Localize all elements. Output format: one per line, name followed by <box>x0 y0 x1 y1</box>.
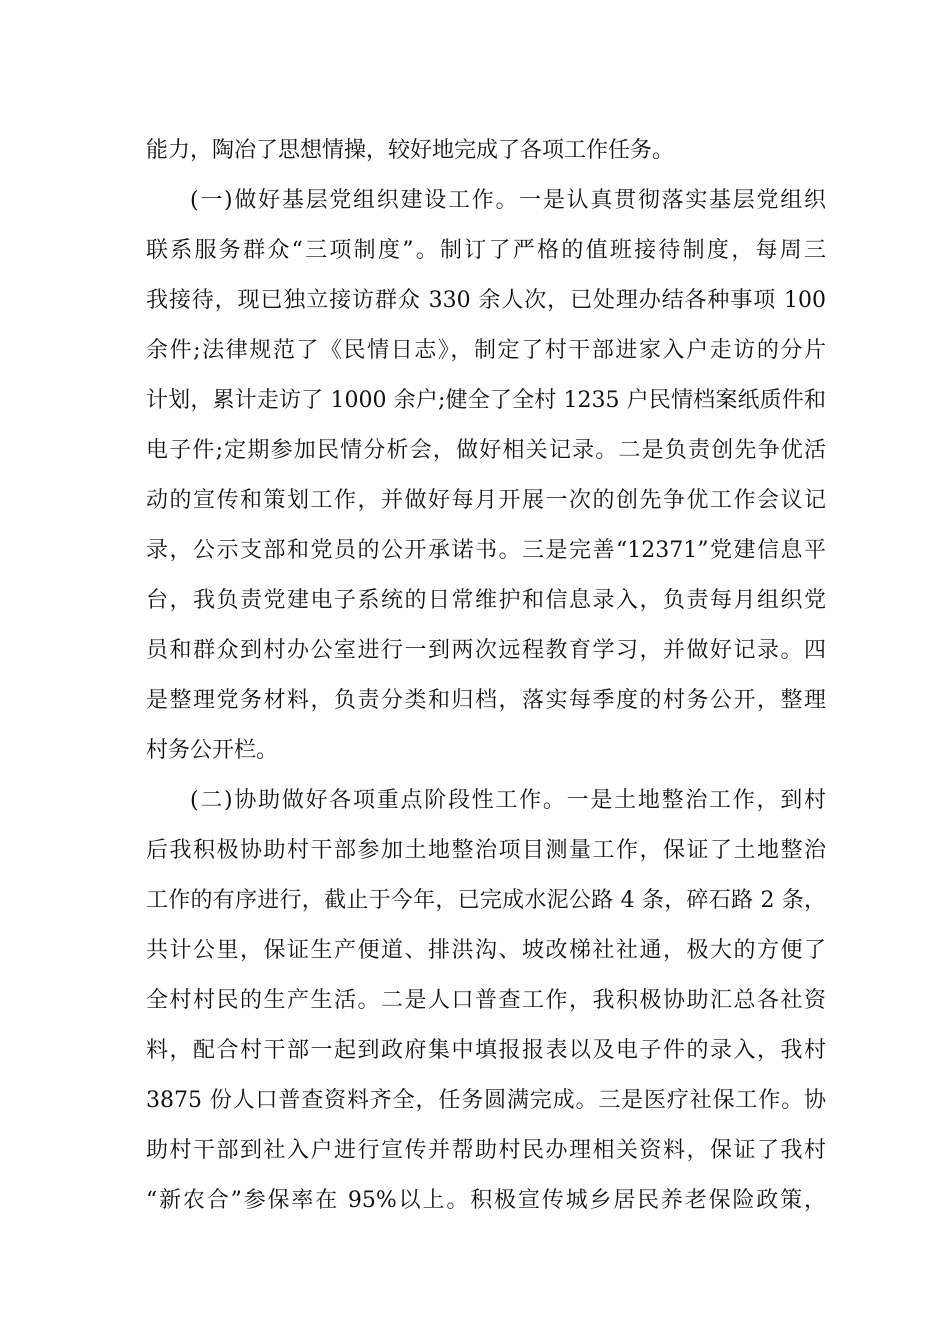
text-line: 动的宣传和策划工作，并做好每月开展一次的创先争优工作会议记 <box>146 488 826 513</box>
text-line: 联系服务群众“三项制度”。制订了严格的值班接待制度，每周三 <box>146 238 826 263</box>
text-line: 是整理党务材料，负责分类和归档，落实每季度的村务公开，整理 <box>146 688 826 713</box>
text-line: 台，我负责党建电子系统的日常维护和信息录入，负责每月组织党 <box>146 588 826 613</box>
text-line: “新农合”参保率在 95%以上。积极宣传城乡居民养老保险政策， <box>146 1188 826 1213</box>
text-line: 能力，陶冶了思想情操，较好地完成了各项工作任务。 <box>146 138 675 163</box>
paragraph-1-first-line: (一)做好基层党组织建设工作。一是认真贯彻落实基层党组织 <box>190 188 826 213</box>
text-line: 工作的有序进行，截止于今年，已完成水泥公路 4 条，碎石路 2 条， <box>146 888 826 913</box>
text-line: 全村村民的生产生活。二是人口普查工作，我积极协助汇总各社资 <box>146 988 826 1013</box>
text-line: 村务公开栏。 <box>146 738 279 763</box>
text-line: 余件;法律规范了《民情日志》，制定了村干部进家入户走访的分片 <box>146 338 826 363</box>
text-line: 3875 份人口普查资料齐全，任务圆满完成。三是医疗社保工作。协 <box>146 1088 826 1113</box>
text-line: 助村干部到社入户进行宣传并帮助村民办理相关资料，保证了我村 <box>146 1138 826 1163</box>
text-line: 录，公示支部和党员的公开承诺书。三是完善“12371”党建信息平 <box>146 538 826 563</box>
text-line: 后我积极协助村干部参加土地整治项目测量工作，保证了土地整治 <box>146 838 826 863</box>
document-body <box>146 126 826 1226</box>
text-line: 共计公里，保证生产便道、排洪沟、坡改梯社社通，极大的方便了 <box>146 938 826 963</box>
text-line: 料，配合村干部一起到政府集中填报报表以及电子件的录入，我村 <box>146 1038 826 1063</box>
text-line: 电子件;定期参加民情分析会，做好相关记录。二是负责创先争优活 <box>146 438 826 463</box>
text-line: 计划，累计走访了 1000 余户;健全了全村 1235 户民情档案纸质件和 <box>146 388 826 413</box>
paragraph-2-first-line: (二)协助做好各项重点阶段性工作。一是土地整治工作，到村 <box>190 788 826 813</box>
text-line: 员和群众到村办公室进行一到两次远程教育学习，并做好记录。四 <box>146 638 826 663</box>
text-line: 我接待，现已独立接访群众 330 余人次，已处理办结各种事项 100 <box>146 288 826 313</box>
